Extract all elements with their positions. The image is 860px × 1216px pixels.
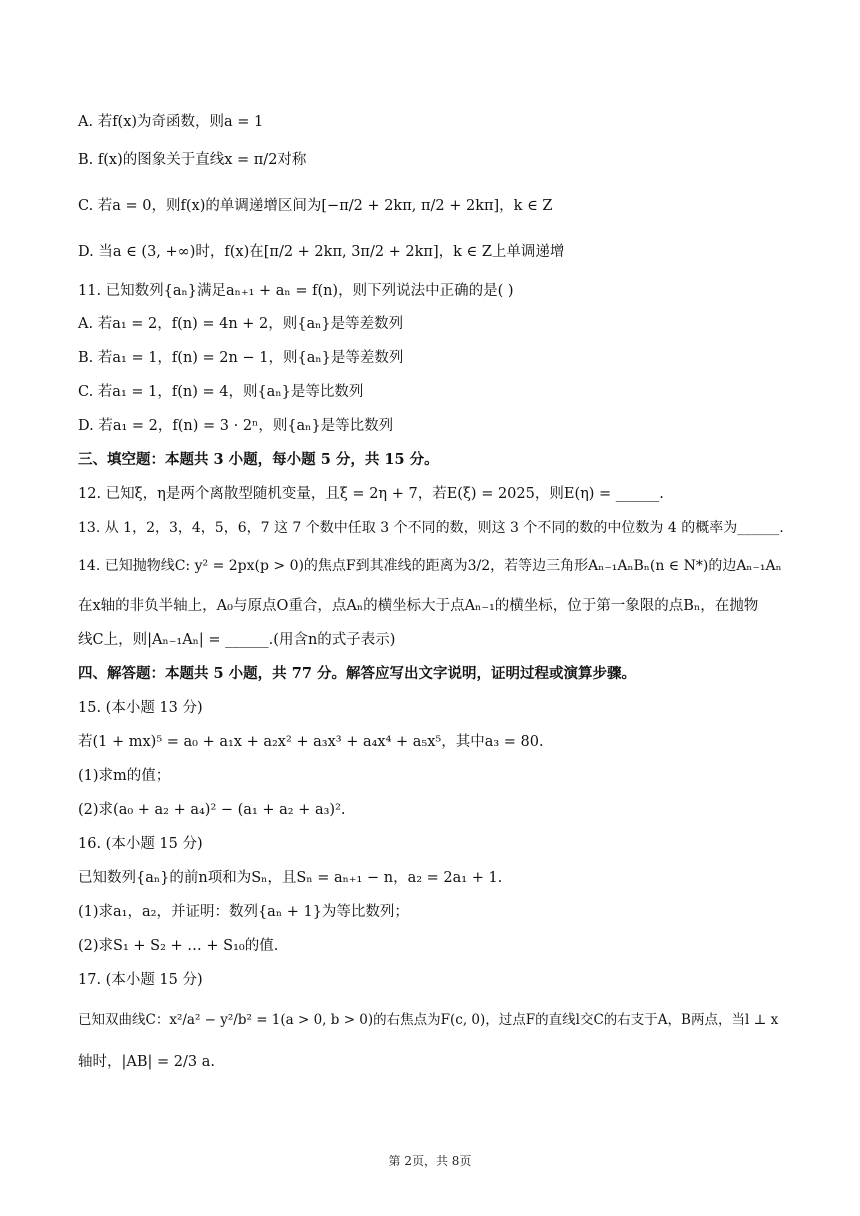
question-17-header: 17. (本小题 15 分) <box>78 972 203 988</box>
question-12: 12. 已知ξ，η是两个离散型随机变量，且ξ = 2η + 7，若E(ξ) = 2025，则E(η) = ______. <box>78 486 664 502</box>
question-16-part-2: (2)求S₁ + S₂ + … + S₁₀的值. <box>78 938 279 954</box>
option-11d: D. 若a₁ = 2，f(n) = 3 · 2ⁿ，则{aₙ}是等比数列 <box>78 418 394 434</box>
section-heading-solutions: 四、解答题：本题共 5 小题，共 77 分。解答应写出文字说明，证明过程或演算步骤。 <box>78 665 636 682</box>
section-heading-fill-in: 三、填空题：本题共 3 小题，每小题 5 分，共 15 分。 <box>78 451 439 468</box>
question-16-part-1: (1)求a₁，a₂，并证明：数列{aₙ + 1}为等比数列； <box>78 904 409 920</box>
question-16-header: 16. (本小题 15 分) <box>78 836 203 852</box>
page-footer: 第 2页，共 8页 <box>388 1154 472 1168</box>
question-14-line-3: 线C上，则|Aₙ₋₁Aₙ| = ______.(用含n的式子表示) <box>78 632 396 648</box>
option-10a: A. 若f(x)为奇函数，则a = 1 <box>78 114 264 130</box>
question-15-part-1: (1)求m的值； <box>78 768 171 784</box>
question-15-header: 15. (本小题 13 分) <box>78 700 203 716</box>
option-10d: D. 当a ∈ (3, +∞)时，f(x)在[π/2 + 2kπ, 3π/2 + 2kπ]，k ∈ Z上单调递增 <box>78 244 565 260</box>
question-16-stem: 已知数列{aₙ}的前n项和为Sₙ，且Sₙ = aₙ₊₁ − n，a₂ = 2a₁ + 1. <box>78 870 503 886</box>
question-14-line-2: 在x轴的非负半轴上，A₀与原点O重合，点Aₙ的横坐标大于点Aₙ₋₁的横坐标，位于第一象限的点Bₙ，在抛物 <box>78 598 759 614</box>
question-15-stem: 若(1 + mx)⁵ = a₀ + a₁x + a₂x² + a₃x³ + a₄x⁴ + a₅x⁵，其中a₃ = 80. <box>78 734 544 750</box>
option-10b: B. f(x)的图象关于直线x = π/2对称 <box>78 152 307 168</box>
option-10c: C. 若a = 0，则f(x)的单调递增区间为[−π/2 + 2kπ, π/2 + 2kπ]，k ∈ Z <box>78 198 553 214</box>
question-17-stem-line-2: 轴时，|AB| = 2/3 a. <box>78 1054 215 1070</box>
option-11b: B. 若a₁ = 1，f(n) = 2n − 1，则{aₙ}是等差数列 <box>78 350 404 366</box>
question-11: 11. 已知数列{aₙ}满足aₙ₊₁ + aₙ = f(n)，则下列说法中正确的是( ) <box>78 283 514 299</box>
option-11a: A. 若a₁ = 2，f(n) = 4n + 2，则{aₙ}是等差数列 <box>78 316 404 332</box>
question-14-line-1: 14. 已知抛物线C: y² = 2px(p > 0)的焦点F到其准线的距离为3/2，若等边三角形Aₙ₋₁AₙBₙ(n ∈ N*)的边Aₙ₋₁Aₙ <box>78 558 782 574</box>
option-11c: C. 若a₁ = 1，f(n) = 4，则{aₙ}是等比数列 <box>78 384 364 400</box>
question-15-part-2: (2)求(a₀ + a₂ + a₄)² − (a₁ + a₂ + a₃)². <box>78 802 346 818</box>
question-17-stem-line-1: 已知双曲线C：x²/a² − y²/b² = 1(a > 0, b > 0)的右焦点为F(c, 0)，过点F的直线l交C的右支于A，B两点，当l ⊥ x <box>78 1012 779 1028</box>
question-13: 13. 从 1，2，3，4，5，6，7 这 7 个数中任取 3 个不同的数，则这 3 个不同的数的中位数为 4 的概率为______. <box>78 520 784 536</box>
